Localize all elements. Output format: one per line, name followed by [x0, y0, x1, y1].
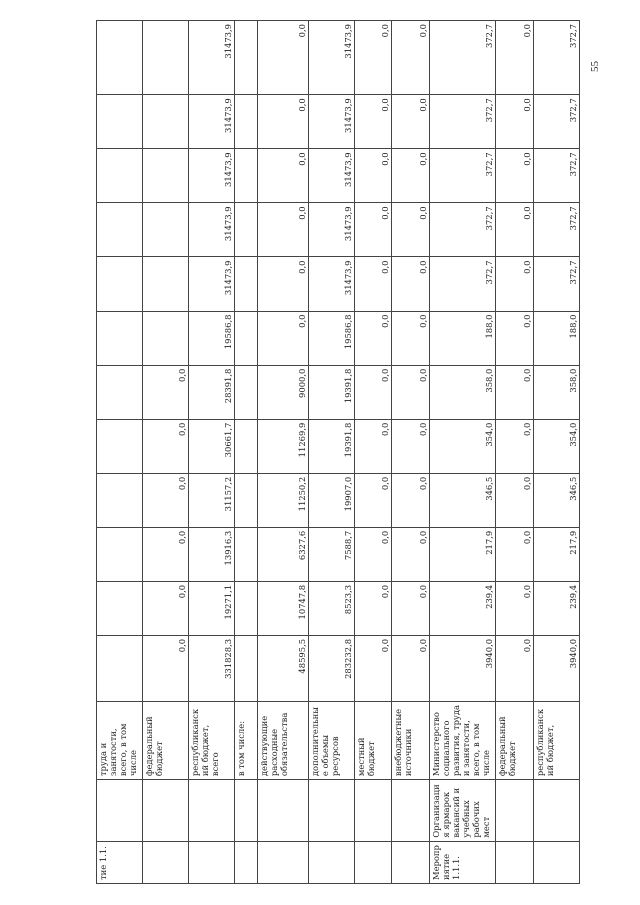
value-cell: 31473,9: [189, 257, 235, 311]
value-cell: 188,0: [430, 311, 496, 365]
value-cell: 0,0: [496, 527, 534, 581]
value-cell: [235, 257, 258, 311]
value-cell: 0,0: [392, 149, 430, 203]
value-cell: [143, 257, 189, 311]
value-cell: 0,0: [354, 149, 392, 203]
value-cell: 0,0: [496, 149, 534, 203]
value-cell: 354,0: [533, 419, 579, 473]
value-cell: [97, 527, 143, 581]
source-cell: в том числе:: [235, 701, 258, 779]
value-cell: 372,7: [533, 21, 579, 95]
value-cell: 0,0: [392, 419, 430, 473]
value-cell: 0,0: [392, 473, 430, 527]
table-row: [308, 21, 354, 884]
value-cell: 0,0: [354, 21, 392, 95]
value-cell: 0,0: [143, 365, 189, 419]
value-cell: 0,0: [354, 95, 392, 149]
value-cell: 19586,8: [189, 311, 235, 365]
value-cell: 31473,9: [189, 203, 235, 257]
value-cell: 0,0: [354, 311, 392, 365]
value-cell: 31473,9: [308, 21, 354, 95]
value-cell: 19271,1: [189, 581, 235, 635]
value-cell: 19391,8: [308, 419, 354, 473]
value-cell: 372,7: [533, 95, 579, 149]
item-name-cell: [354, 780, 392, 841]
value-cell: 3940,0: [430, 635, 496, 701]
value-cell: 372,7: [533, 203, 579, 257]
value-cell: 358,0: [533, 365, 579, 419]
value-cell: 0,0: [354, 419, 392, 473]
value-cell: 0,0: [392, 311, 430, 365]
value-cell: [97, 149, 143, 203]
table-row: [496, 21, 534, 884]
item-name-cell: [258, 780, 308, 841]
value-cell: 31473,9: [189, 149, 235, 203]
value-cell: [235, 311, 258, 365]
item-code-cell: [496, 841, 534, 883]
item-name-cell: [235, 780, 258, 841]
item-code-cell: [308, 841, 354, 883]
value-cell: 28391,8: [189, 365, 235, 419]
value-cell: [235, 21, 258, 95]
value-cell: 372,7: [533, 257, 579, 311]
table-row: [143, 21, 189, 884]
value-cell: 0,0: [496, 257, 534, 311]
value-cell: [143, 311, 189, 365]
value-cell: 0,0: [392, 203, 430, 257]
value-cell: [143, 149, 189, 203]
value-cell: 9000,0: [258, 365, 308, 419]
value-cell: 11250,2: [258, 473, 308, 527]
item-code-cell: тие 1.1.: [97, 841, 143, 883]
value-cell: 188,0: [533, 311, 579, 365]
value-cell: 0,0: [392, 635, 430, 701]
value-cell: 358,0: [430, 365, 496, 419]
item-code-cell: [189, 841, 235, 883]
value-cell: [143, 21, 189, 95]
value-cell: [235, 365, 258, 419]
value-cell: 31473,9: [189, 95, 235, 149]
value-cell: 217,9: [533, 527, 579, 581]
value-cell: 0,0: [392, 21, 430, 95]
value-cell: 3940,0: [533, 635, 579, 701]
value-cell: 0,0: [354, 203, 392, 257]
source-cell: федеральный бюджет: [496, 701, 534, 779]
item-name-cell: [533, 780, 579, 841]
value-cell: 0,0: [143, 581, 189, 635]
value-cell: 0,0: [258, 21, 308, 95]
value-cell: 372,7: [430, 203, 496, 257]
value-cell: 31473,9: [308, 257, 354, 311]
value-cell: 0,0: [392, 257, 430, 311]
table-row: [392, 21, 430, 884]
value-cell: 354,0: [430, 419, 496, 473]
source-cell: республиканский бюджет,: [533, 701, 579, 779]
value-cell: 7588,7: [308, 527, 354, 581]
value-cell: [97, 21, 143, 95]
value-cell: [143, 95, 189, 149]
value-cell: 8523,3: [308, 581, 354, 635]
source-cell: труда и занятости, всего, в том числе: [97, 701, 143, 779]
value-cell: [97, 473, 143, 527]
item-name-cell: [496, 780, 534, 841]
value-cell: 0,0: [258, 203, 308, 257]
value-cell: 19586,8: [308, 311, 354, 365]
item-code-cell: [143, 841, 189, 883]
value-cell: [97, 257, 143, 311]
value-cell: 346,5: [430, 473, 496, 527]
value-cell: 31157,2: [189, 473, 235, 527]
table-row: [258, 21, 308, 884]
value-cell: 0,0: [354, 365, 392, 419]
value-cell: 0,0: [496, 419, 534, 473]
value-cell: 0,0: [392, 581, 430, 635]
item-code-cell: [258, 841, 308, 883]
value-cell: 0,0: [354, 527, 392, 581]
value-cell: 0,0: [354, 257, 392, 311]
item-name-cell: [189, 780, 235, 841]
rotated-table-wrapper: [96, 20, 580, 884]
value-cell: 0,0: [496, 365, 534, 419]
value-cell: 31473,9: [308, 95, 354, 149]
table-row: [189, 21, 235, 884]
value-cell: [97, 635, 143, 701]
item-code-cell: Мероприятие 1.1.1.: [430, 841, 496, 883]
item-name-cell: [392, 780, 430, 841]
value-cell: [235, 473, 258, 527]
value-cell: 0,0: [392, 365, 430, 419]
item-code-cell: [235, 841, 258, 883]
value-cell: 0,0: [496, 311, 534, 365]
value-cell: [97, 365, 143, 419]
source-cell: федеральный бюджет: [143, 701, 189, 779]
item-name-cell: [97, 780, 143, 841]
value-cell: [97, 95, 143, 149]
value-cell: 19907,0: [308, 473, 354, 527]
value-cell: 19391,8: [308, 365, 354, 419]
value-cell: 372,7: [430, 149, 496, 203]
value-cell: [235, 635, 258, 701]
value-cell: [235, 419, 258, 473]
value-cell: 239,4: [430, 581, 496, 635]
value-cell: [143, 203, 189, 257]
table-row: [354, 21, 392, 884]
item-name-cell: Организация ярмарок вакансий и учебных рабочих мест: [430, 780, 496, 841]
value-cell: 0,0: [392, 95, 430, 149]
value-cell: 0,0: [354, 473, 392, 527]
item-name-cell: [143, 780, 189, 841]
value-cell: [235, 149, 258, 203]
value-cell: 0,0: [496, 473, 534, 527]
value-cell: 0,0: [258, 311, 308, 365]
table-row: [97, 21, 143, 884]
value-cell: 10747,8: [258, 581, 308, 635]
value-cell: [235, 527, 258, 581]
source-cell: республиканский бюджет, всего: [189, 701, 235, 779]
value-cell: 283232,8: [308, 635, 354, 701]
value-cell: 217,9: [430, 527, 496, 581]
value-cell: 0,0: [354, 635, 392, 701]
value-cell: 346,5: [533, 473, 579, 527]
value-cell: 0,0: [143, 419, 189, 473]
value-cell: [235, 203, 258, 257]
item-name-cell: [308, 780, 354, 841]
value-cell: 48595,5: [258, 635, 308, 701]
value-cell: 239,4: [533, 581, 579, 635]
value-cell: [97, 203, 143, 257]
value-cell: 0,0: [143, 473, 189, 527]
value-cell: 372,7: [430, 95, 496, 149]
source-cell: Министерство социального развития, труда и занятости, всего, в том числе: [430, 701, 496, 779]
value-cell: 6327,6: [258, 527, 308, 581]
value-cell: 372,7: [430, 21, 496, 95]
value-cell: 31473,9: [308, 149, 354, 203]
value-cell: 331828,3: [189, 635, 235, 701]
value-cell: [97, 581, 143, 635]
value-cell: 0,0: [496, 203, 534, 257]
value-cell: 372,7: [430, 257, 496, 311]
value-cell: 372,7: [533, 149, 579, 203]
value-cell: 0,0: [496, 635, 534, 701]
value-cell: 0,0: [258, 95, 308, 149]
value-cell: 0,0: [258, 149, 308, 203]
value-cell: [235, 95, 258, 149]
source-cell: местный бюджет: [354, 701, 392, 779]
source-cell: внебюджетные источники: [392, 701, 430, 779]
value-cell: 0,0: [143, 527, 189, 581]
value-cell: 0,0: [258, 257, 308, 311]
value-cell: 0,0: [354, 581, 392, 635]
value-cell: 0,0: [143, 635, 189, 701]
value-cell: [97, 419, 143, 473]
value-cell: 30661,7: [189, 419, 235, 473]
value-cell: [97, 311, 143, 365]
value-cell: 0,0: [392, 527, 430, 581]
table-row: [430, 21, 496, 884]
value-cell: 31473,9: [189, 21, 235, 95]
source-cell: дополнительные объемы ресурсов: [308, 701, 354, 779]
value-cell: 0,0: [496, 581, 534, 635]
page-number: 55: [589, 61, 601, 72]
budget-table: [96, 20, 580, 884]
table-row: [533, 21, 579, 884]
value-cell: 0,0: [496, 21, 534, 95]
item-code-cell: [533, 841, 579, 883]
table-row: [235, 21, 258, 884]
item-code-cell: [354, 841, 392, 883]
source-cell: действующие расходные обязательства: [258, 701, 308, 779]
value-cell: 13916,3: [189, 527, 235, 581]
value-cell: 0,0: [496, 95, 534, 149]
value-cell: 11269,9: [258, 419, 308, 473]
value-cell: 31473,9: [308, 203, 354, 257]
item-code-cell: [392, 841, 430, 883]
value-cell: [235, 581, 258, 635]
